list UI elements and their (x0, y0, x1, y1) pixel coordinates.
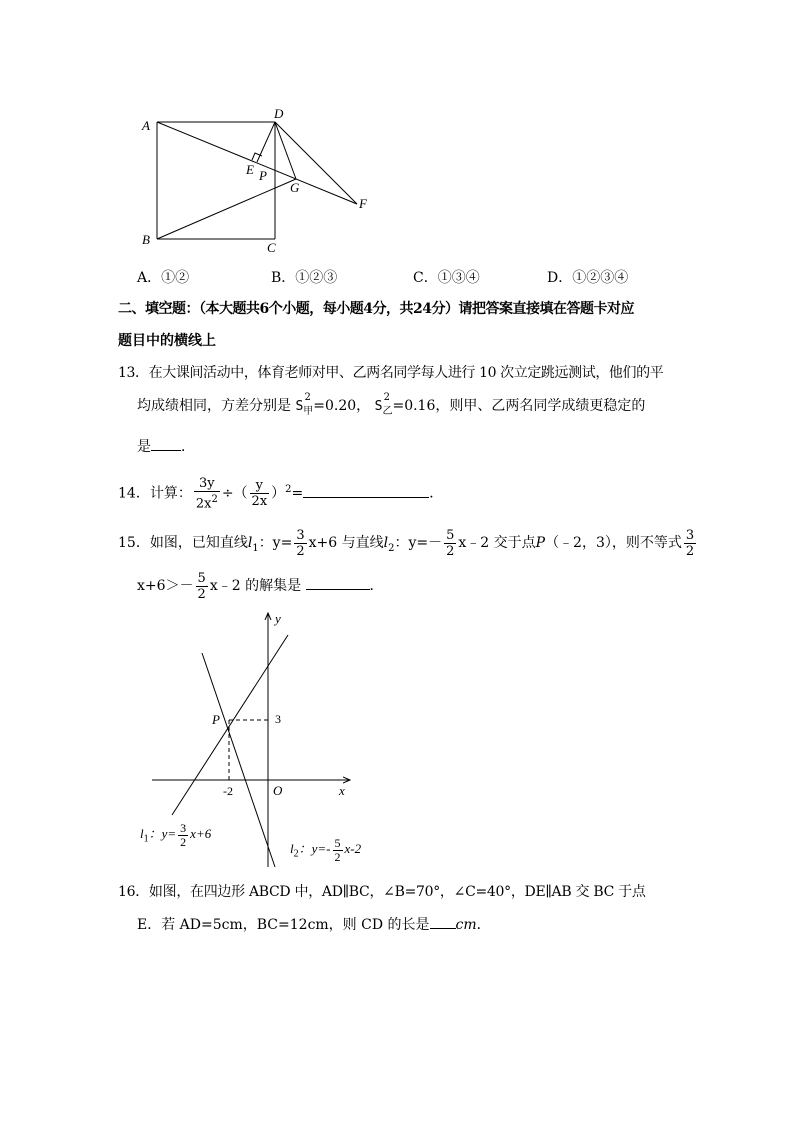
segment-dg (275, 122, 296, 179)
l2-equation-label: $l_2$：y=- $\frac{5}{2}$ x-2 (290, 835, 362, 864)
label-e: E (246, 162, 254, 177)
q15-line1: 15．如图，已知直线$l_1$：y= $\frac{3}{2}$ x+6 与直线$l_2$：y=－ $\frac{5}{2}$ x﹣2 交于点P（﹣2，3），则不等式 $\frac{3}{2}$ (118, 527, 695, 559)
x-axis-label: x (339, 783, 345, 798)
section-heading: 二、填空题：（本大题共6个小题，每小题4分，共24分）请把答案直接填在答题卡对应 (118, 301, 634, 317)
label-d: D (274, 106, 284, 121)
q14-answer-blank[interactable] (303, 483, 429, 498)
option-b: B．①②③ (271, 270, 338, 286)
variance-yi: S 2 $_乙$ (374, 392, 393, 417)
label-f: F (359, 196, 367, 211)
label-a: A (142, 118, 150, 133)
tick-3: 3 (275, 712, 281, 726)
section-heading-cont: 题目中的横线上 (118, 333, 216, 349)
q14-line: 14．计算： $\frac{3y}{2x^2}$ ÷（ $\frac{y}{2x}$ ）$^2$= ． (118, 475, 444, 512)
origin-label: O (273, 783, 283, 798)
q13-line1: 13．在大课间活动中，体育老师对甲、乙两名同学每人进行 10 次立定跳远测试，他们的平 (118, 365, 664, 381)
option-d: D．①②③④ (547, 270, 629, 286)
geometry-figure-square (130, 100, 380, 260)
q13-answer-blank[interactable] (151, 436, 181, 451)
q15-line2: x+6＞－ $\frac{5}{2}$ x﹣2 的解集是 ． (137, 570, 384, 602)
segment-df (275, 122, 357, 204)
l1-equation-label: $l_1$：y= $\frac{3}{2}$ x+6 (140, 820, 212, 849)
option-c: C．①③④ (413, 270, 480, 286)
q13-line2: 均成绩相同，方差分别是 S 2 $_甲$=0.20， S 2 $_乙$=0.16，则甲、乙两名同学成绩更稳定的 (137, 396, 645, 422)
tick-neg2: -2 (223, 784, 233, 798)
line-l2 (202, 653, 275, 867)
y-axis-label: y (275, 611, 281, 626)
label-b: B (142, 232, 150, 247)
label-g: G (290, 180, 300, 195)
q16-line2: E．若 AD=5cm，BC=12cm，则 CD 的长是 cm． (137, 914, 491, 935)
segment-af (157, 122, 357, 204)
q13-line3: 是 ． (137, 436, 195, 457)
variance-jia: S 2 $_甲$ (295, 392, 314, 417)
option-a: A．①② (137, 270, 190, 286)
segment-de (257, 122, 275, 162)
q16-line1: 16．如图，在四边形 ABCD 中，AD∥BC，∠B=70°，∠C=40°，DE∥AB 交 BC 于点 (118, 884, 646, 900)
q16-answer-blank[interactable] (430, 914, 456, 929)
q15-answer-blank[interactable] (306, 575, 370, 590)
point-p-label: P (212, 712, 220, 727)
label-p: P (259, 168, 267, 183)
label-c: C (267, 240, 276, 255)
